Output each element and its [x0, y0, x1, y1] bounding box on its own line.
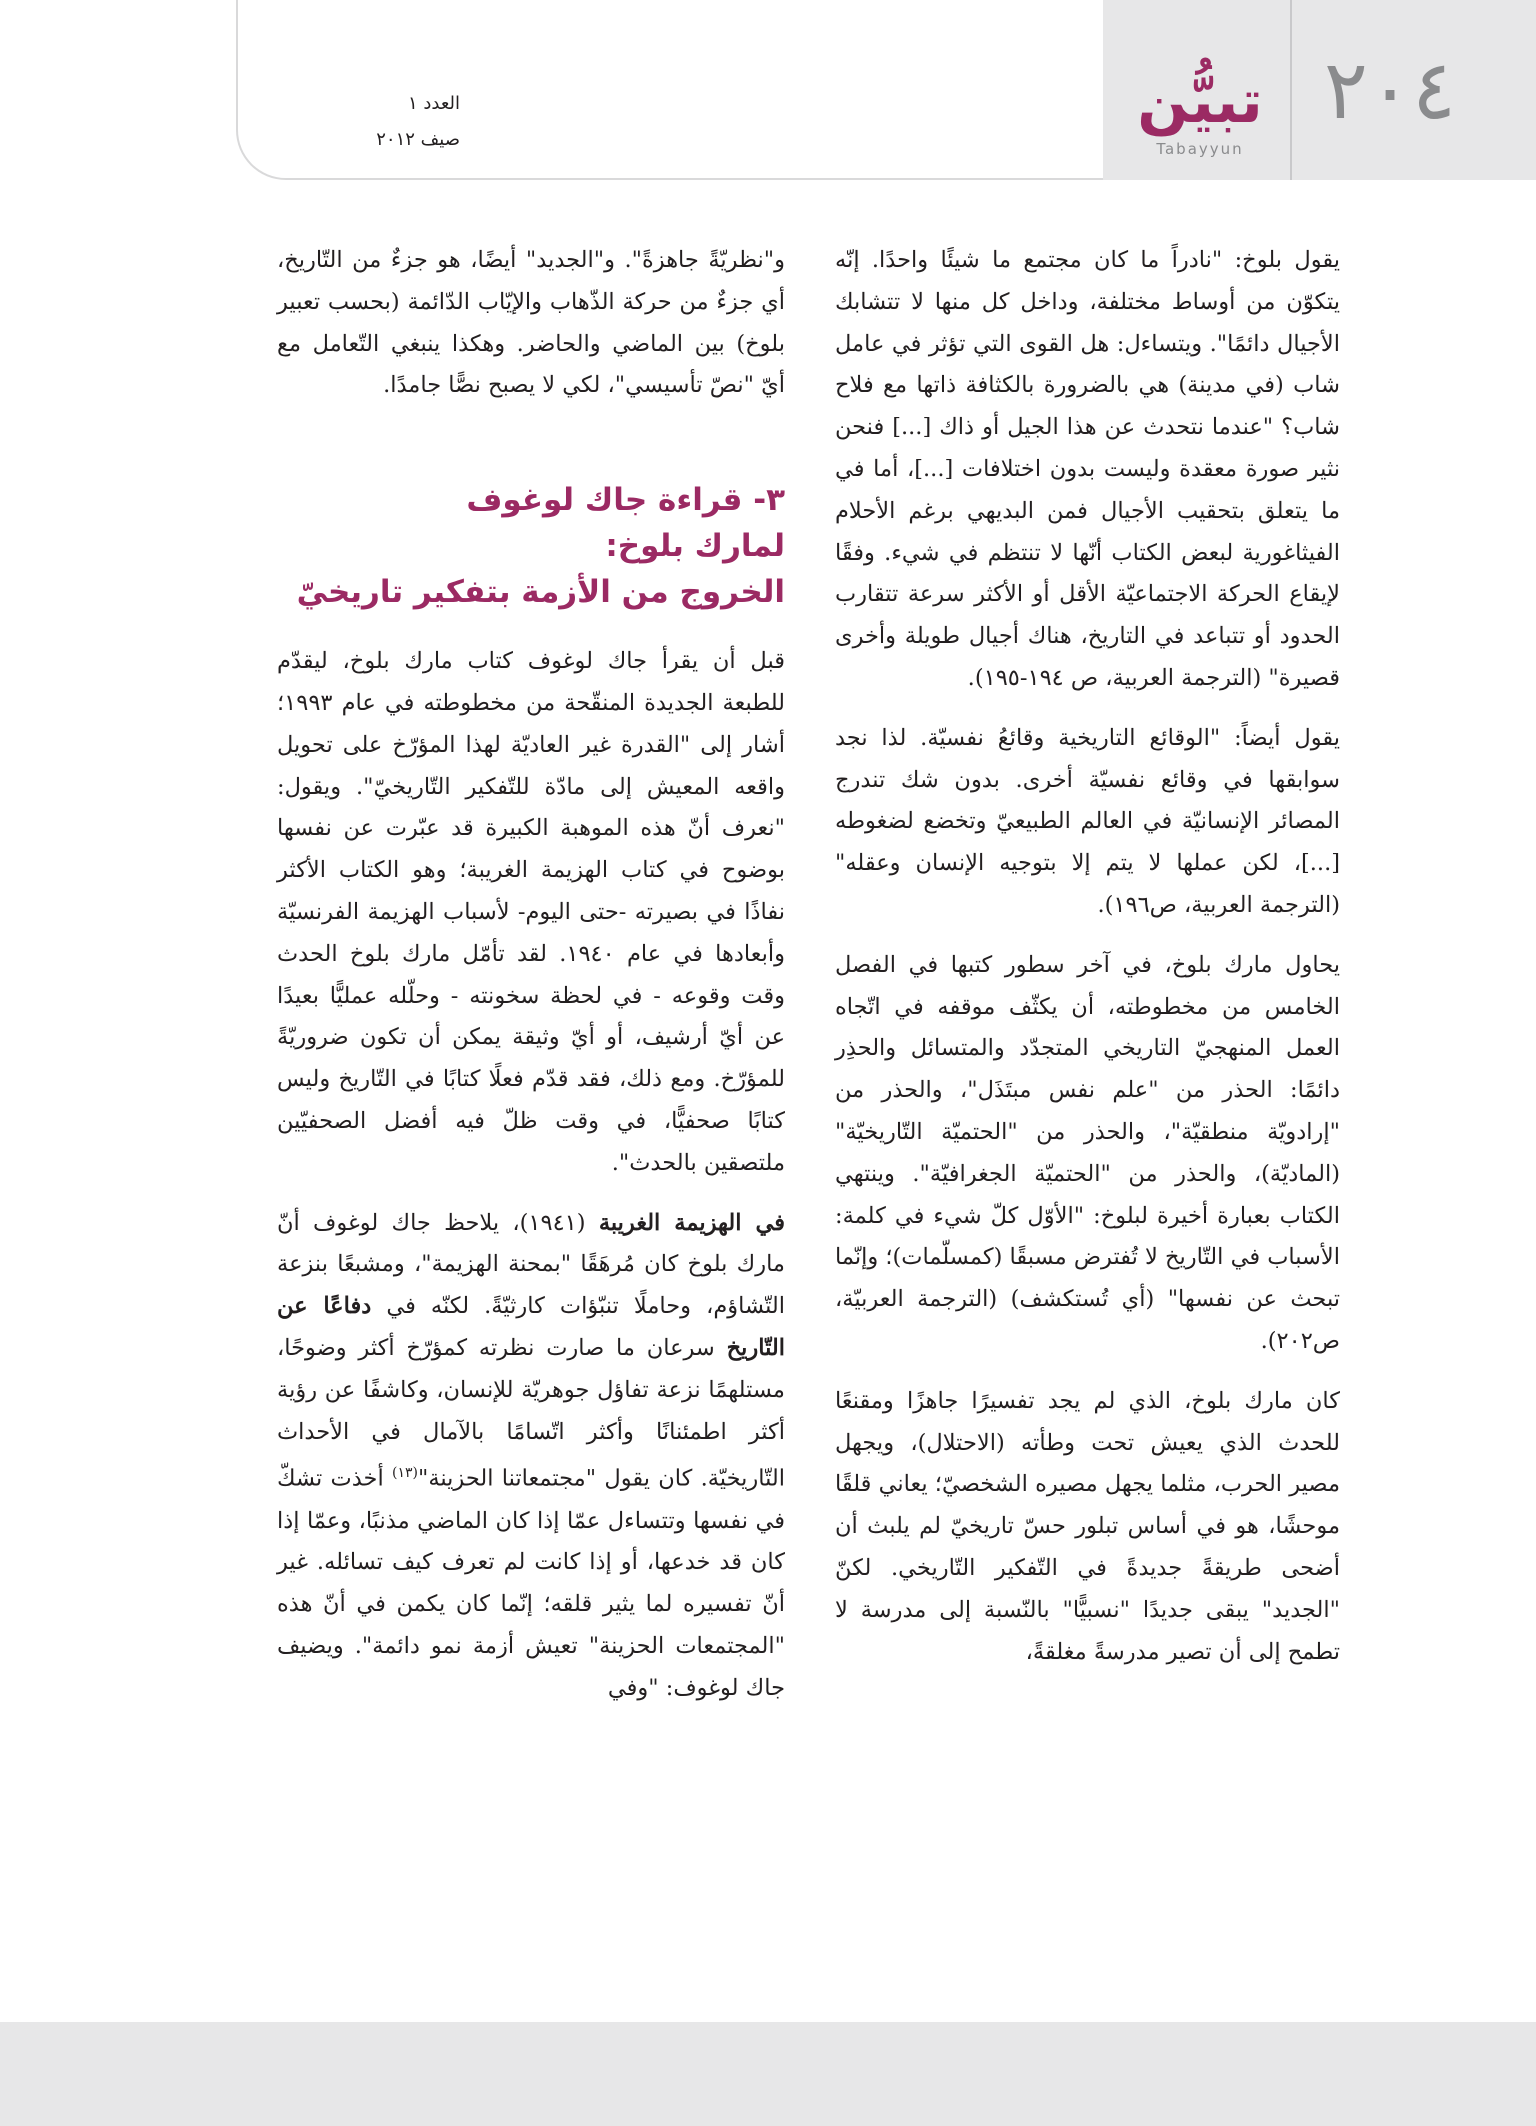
heading-line: لمارك بلوخ:: [605, 528, 785, 565]
section-heading: [277, 477, 785, 615]
heading-line: ٣- قراءة جاك لوغوف: [466, 482, 785, 519]
text-run: أخذت تشكّ في نفسها وتتساءل عمّا إذا كان الماضي مذنبًا، وعمّا إذا كان قد خدعها، أو إذا كانت لم تعرف كيف تسائله. غير أنّ تفسيره لما يثير قلقه؛ إنّما كان يكمن في أنّ هذه "المجتمعات الحزينة" تعيش أزمة نمو دائمة". ويضيف جاك لوغوف: "وفي: [277, 1465, 785, 1701]
heading-line: الخروج من الأزمة بتفكير تاريخيّ: [296, 574, 785, 611]
book-title: دفاعًا عن التّاريخ: [277, 1293, 785, 1361]
footer-band: [0, 2022, 1536, 2126]
logo-latin-text: Tabayyun: [1156, 140, 1244, 158]
book-title: في الهزيمة الغريبة: [598, 1209, 785, 1236]
issue-label: العدد ١: [407, 93, 460, 114]
left-column: [277, 240, 785, 1728]
paragraph: قبل أن يقرأ جاك لوغوف كتاب مارك بلوخ، ليقدّم للطبعة الجديدة المنقّحة من مخطوطته في عام ١٩٩٣؛ أشار إلى "القدرة غير العاديّة لهذا المؤرّخ على تحويل واقعه المعيش إلى مادّة للتّفكير التّاريخيّ". ويقول: "نعرف أنّ هذه الموهبة الكبيرة قد عبّرت عن نفسها بوضوح في كتاب الهزيمة الغريبة؛ وهو الكتاب الأكثر نفاذًا في بصيرته -حتى اليوم- لأسباب الهزيمة الفرنسيّة وأبعادها في عام ١٩٤٠. لقد تأمّل مارك بلوخ الحدث وقت وقوعه - في لحظة سخونته - وحلّله عمليًّا بعيدًا عن أيّ أرشيف، أو أيّ وثيقة يمكن أن تكون ضروريّةً للمؤرّخ. ومع ذلك، فقد قدّم فعلًا كتابًا في التّاريخ وليس كتابًا صحفيًّا، في وقت ظلّ فيه أفضل الصحفيّين ملتصقين بالحدث".: [277, 648, 785, 1176]
paragraph: و"نظريّةً جاهزةً". و"الجديد" أيضًا، هو جزءٌ من التّاريخ، أي جزءٌ من حركة الذّهاب والإيّاب الدّائمة (بحسب تعبير بلوخ) بين الماضي والحاضر. وهكذا ينبغي التّعامل مع أيّ "نصّ تأسيسي"، لكي لا يصبح نصًّا جامدًا.: [277, 247, 785, 399]
paragraph: كان مارك بلوخ، الذي لم يجد تفسيرًا جاهزًا ومقنعًا للحدث الذي يعيش تحت وطأته (الاحتلال)، ويجهل مصير الحرب، مثلما يجهل مصيره الشخصيّ؛ يعاني قلقًا موحشًا، هو في أساس تبلور حسّ تاريخيّ لم يلبث أن أضحى طريقةً جديدةً في التّفكير التّاريخي. لكنّ "الجديد" يبقى جديدًا "نسبيًّا" بالنّسبة إلى مدرسة لا تطمح إلى أن تصير مدرسةً مغلقةً،: [835, 1387, 1340, 1665]
issue-info: [260, 86, 460, 158]
logo-arabic-text: تبيُّن: [1137, 67, 1263, 137]
issue-season: صيف ٢٠١٢: [376, 129, 460, 150]
text-run: (١٩٤١)، يلاحظ جاك لوغوف أنّ مارك بلوخ كان مُرهَقًا "بمحنة الهزيمة"، ومشبعًا بنزعة التّشاؤم، وحاملًا تنبّؤات كارثيّةً. لكنّه في: [277, 1209, 785, 1320]
page-number: ٢٠٤: [1323, 43, 1457, 138]
footnote-ref: (١٣): [391, 1465, 418, 1482]
paragraph: يقول أيضاً: "الوقائع التاريخية وقائعُ نفسيّة. لذا نجد سوابقها في وقائع نفسيّة أخرى. بدون شك تندرج المصائر الإنسانيّة في العالم الطبيعيّ وتخضع لضغوطه [...]، لكن عملها لا يتم إلا بتوجيه الإنسان وعقله" (الترجمة العربية، ص١٩٦).: [835, 724, 1340, 918]
text-run: سرعان ما صارت نظرته كمؤرّخ أكثر وضوحًا، مستلهمًا نزعة تفاؤل جوهريّة للإنسان، وكاشفًا عن رؤية أكثر اطمئنانًا وأكثر اتّسامًا بالآمال في الأحداث التّاريخيّة. كان يقول "مجتمعاتنا الحزينة": [277, 1334, 785, 1492]
journal-logo: [1120, 67, 1280, 160]
paragraph: يحاول مارك بلوخ، في آخر سطور كتبها في الفصل الخامس من مخطوطته، أن يكثّف موقفه في اتّجاه العمل المنهجيّ التاريخي المتجدّد والمتسائل والحذِر دائمًا: الحذر من "علم نفس مبتَذَل"، والحذر من "إرادويّة منطقيّة"، والحذر من "الحتميّة التّاريخيّة" (الماديّة)، والحذر من "الحتميّة الجغرافيّة". وينتهي الكتاب بعبارة أخيرة لبلوخ: "الأوّل كلّ شيء في كلمة: الأسباب في التّاريخ لا تُفترض مسبقًا (كمسلّمات)؛ وإنّما تبحث عن نفسها" (أي تُستكشف) (الترجمة العربيّة، ص٢٠٢).: [834, 951, 1340, 1354]
paragraph: [277, 1203, 785, 1710]
paragraph: يقول بلوخ: "نادراً ما كان مجتمع ما شيئًا واحدًا. إنّه يتكوّن من أوساط مختلفة، وداخل كل منها لا تتشابك الأجيال دائمًا". ويتساءل: هل القوى التي تؤثر في عامل شاب (في مدينة) هي بالضرورة بالكثافة ذاتها مع فلاح شاب؟ "عندما نتحدث عن هذا الجيل أو ذاك [...] فنحن نثير صورة معقدة وليست بدون اختلافات [...]، أما في ما يتعلق بتحقيب الأجيال فمن البديهي برغم الأحلام الفيثاغورية لبعض الكتاب أنّها لا تنتظم في شيء. وفقًا لإيقاع الحركة الاجتماعيّة الأقل أو الأكثر سرعة تتقارب الحدود أو تتباعد في التاريخ، هناك أجيال طويلة وأخرى قصيرة" (الترجمة العربية، ص ١٩٤-١٩٥).: [835, 247, 1340, 691]
right-column: [835, 240, 1340, 1691]
header-divider: [1290, 0, 1292, 180]
